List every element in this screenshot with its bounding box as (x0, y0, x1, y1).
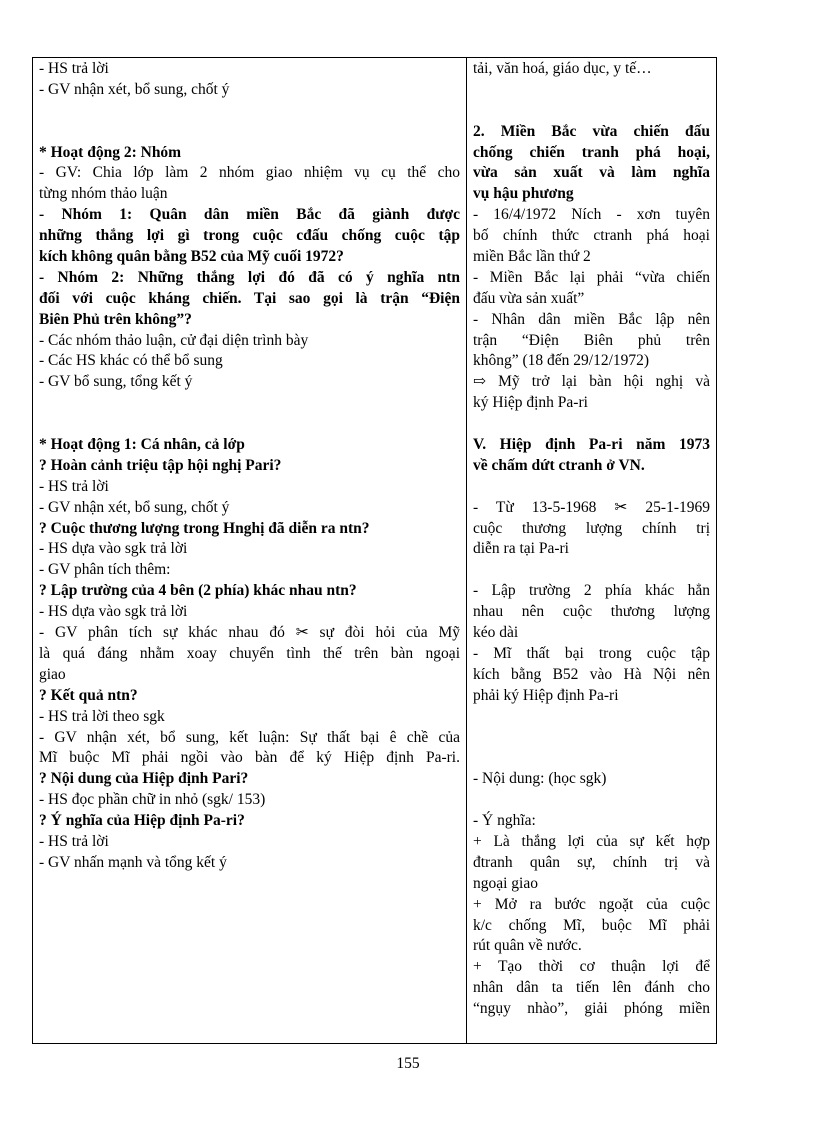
page-number: 155 (396, 1055, 420, 1072)
activity-line: - Các nhóm thảo luận, cử đại diện trình bày (39, 331, 309, 349)
content-line-heading: 2. Miền Bắc vừa chiến đấu (473, 122, 710, 140)
activity-line-heading: - Nhóm 1: Quân dân miền Bắc đã giành được (39, 206, 460, 224)
activity-line-heading: * Hoạt động 1: Cá nhân, cả lớp (39, 436, 245, 454)
lesson-table (32, 57, 717, 1044)
blank-line (473, 80, 710, 101)
content-line: rút quân về nước. (473, 937, 582, 955)
content-line: - Ý nghĩa: (473, 812, 536, 830)
activity-line-heading: ? Nội dung của Hiệp định Pari? (39, 770, 249, 788)
content-line: tải, văn hoá, giáo dục, y tế… (473, 60, 652, 77)
content-line: + Mở ra bước ngoặt của cuộc (473, 895, 710, 913)
blank-line (473, 728, 710, 749)
content-line: phải ký Hiệp định Pa-ri (473, 686, 619, 704)
activity-line: - GV nhận xét, bổ sung, kết luận: Sự thất bại ê chề của (39, 728, 460, 746)
blank-line (39, 393, 460, 414)
activity-line-heading: ? Kết quả ntn? (39, 686, 138, 704)
activity-line: - HS đọc phần chữ in nhỏ (sgk/ 153) (39, 791, 266, 809)
content-line: cuộc thương lượng chính trị (473, 519, 710, 537)
activity-line-heading: Biên Phủ trên không”? (39, 310, 192, 328)
content-line-heading: về chấm dứt ctranh ở VN. (473, 456, 645, 474)
activity-line: Mĩ buộc Mĩ phải ngồi vào bàn để ký Hiệp định Pa-ri. (39, 749, 460, 767)
content-line-heading: V. Hiệp định Pa-ri năm 1973 (473, 436, 710, 454)
activity-line: - GV nhận xét, bổ sung, chốt ý (39, 80, 230, 98)
activity-line-heading: ? Hoàn cảnh triệu tập hội nghị Pari? (39, 456, 282, 474)
blank-line (473, 707, 710, 728)
content-line: trận “Điện Biên phủ trên (473, 331, 710, 349)
activity-line: - HS trả lời theo sgk (39, 707, 165, 725)
activity-line-heading: * Hoạt động 2: Nhóm (39, 143, 182, 161)
blank-line (39, 101, 460, 122)
content-line: đtranh quân sự, chính trị và (473, 853, 710, 871)
content-line: miền Bắc lần thứ 2 (473, 248, 591, 266)
activity-line: - GV: Chia lớp làm 2 nhóm giao nhiệm vụ cụ thể cho (39, 164, 460, 182)
content-line: + Tạo thời cơ thuận lợi để (473, 958, 710, 976)
blank-line (473, 790, 710, 811)
content-line-heading: chống chiến tranh phá hoại, (473, 143, 710, 161)
activity-line: - GV phân tích thêm: (39, 561, 171, 579)
content-line: - Nhân dân miền Bắc lập nên (473, 310, 710, 328)
blank-line (473, 414, 710, 435)
blank-line (473, 748, 710, 769)
blank-line (473, 477, 710, 498)
content-line: nhau nên cuộc thương lượng (473, 603, 710, 621)
content-line: - Mĩ thất bại trong cuộc tập (473, 644, 710, 662)
content-column (467, 58, 716, 1043)
blank-line (473, 101, 710, 122)
activity-line-heading: những thắng lợi gì trong cuộc cđấu chống cuộc tập (39, 227, 460, 245)
content-line: ký Hiệp định Pa-ri (473, 394, 588, 412)
activity-line: là quá đáng nhằm xoay chuyển tình thế trên bàn ngoại (39, 644, 460, 662)
activity-line-heading: - Nhóm 2: Những thắng lợi đó đã có ý nghĩa ntn (39, 268, 460, 286)
content-line: - Nội dung: (học sgk) (473, 770, 607, 788)
activity-line: - HS dựa vào sgk trả lời (39, 603, 188, 621)
content-line: đấu vừa sản xuất” (473, 289, 585, 307)
content-line: diễn ra tại Pa-ri (473, 540, 569, 558)
activity-line-heading: kích không quân bằng B52 của Mỹ cuối 1972? (39, 248, 344, 266)
content-line: - Miền Bắc lại phải “vừa chiến (473, 268, 710, 286)
content-line: ⇨ Mỹ trở lại bàn hội nghị và (473, 373, 710, 391)
content-line: “ngụy nhào”, giải phóng miền (473, 1000, 710, 1018)
blank-line (473, 560, 710, 581)
activity-line: - HS trả lời (39, 60, 109, 77)
activity-line: từng nhóm thảo luận (39, 185, 168, 203)
content-line: - 16/4/1972 Ních - xơn tuyên (473, 206, 710, 224)
activity-line-heading: ? Ý nghĩa của Hiệp định Pa-ri? (39, 812, 245, 830)
content-line: kéo dài (473, 624, 519, 642)
activity-line: - HS trả lời (39, 832, 109, 850)
activity-line: - GV nhận xét, bổ sung, chốt ý (39, 498, 230, 516)
content-line: nhân dân ta tiến lên đánh cho (473, 979, 710, 997)
content-line: - Từ 13-5-1968 ✂ 25-1-1969 (473, 498, 710, 516)
activity-line-heading: ? Cuộc thương lượng trong Hnghị đã diễn ra ntn? (39, 519, 370, 537)
activity-line: - GV phân tích sự khác nhau đó ✂ sự đòi hỏi của Mỹ (39, 624, 460, 642)
content-line: kích bằng B52 vào Hà Nội nên (473, 665, 710, 683)
content-line: - Lập trường 2 phía khác hẳn (473, 582, 710, 600)
content-line: + Là thắng lợi của sự kết hợp (473, 832, 710, 850)
content-line-heading: vụ hậu phương (473, 185, 574, 203)
content-line: bố chính thức ctranh phá hoại (473, 227, 710, 245)
activity-line: giao (39, 665, 66, 683)
activity-line: - GV bổ sung, tổng kết ý (39, 373, 193, 391)
activity-line: - HS trả lời (39, 477, 109, 495)
activity-line-heading: ? Lập trường của 4 bên (2 phía) khác nhau ntn? (39, 582, 357, 600)
activity-column (33, 58, 467, 1043)
content-line: không” (18 đến 29/12/1972) (473, 352, 650, 370)
activity-line: - HS dựa vào sgk trả lời (39, 540, 188, 558)
blank-line (39, 414, 460, 435)
content-line-heading: vừa sản xuất và làm nghĩa (473, 164, 710, 182)
content-line: k/c chống Mĩ, buộc Mĩ phải (473, 916, 710, 934)
content-line: ngoại giao (473, 874, 538, 892)
activity-line-heading: đối với cuộc kháng chiến. Tại sao gọi là trận “Điện (39, 289, 460, 307)
activity-line: - Các HS khác có thể bổ sung (39, 352, 223, 370)
activity-line: - GV nhấn mạnh và tổng kết ý (39, 853, 227, 871)
blank-line (39, 122, 460, 143)
